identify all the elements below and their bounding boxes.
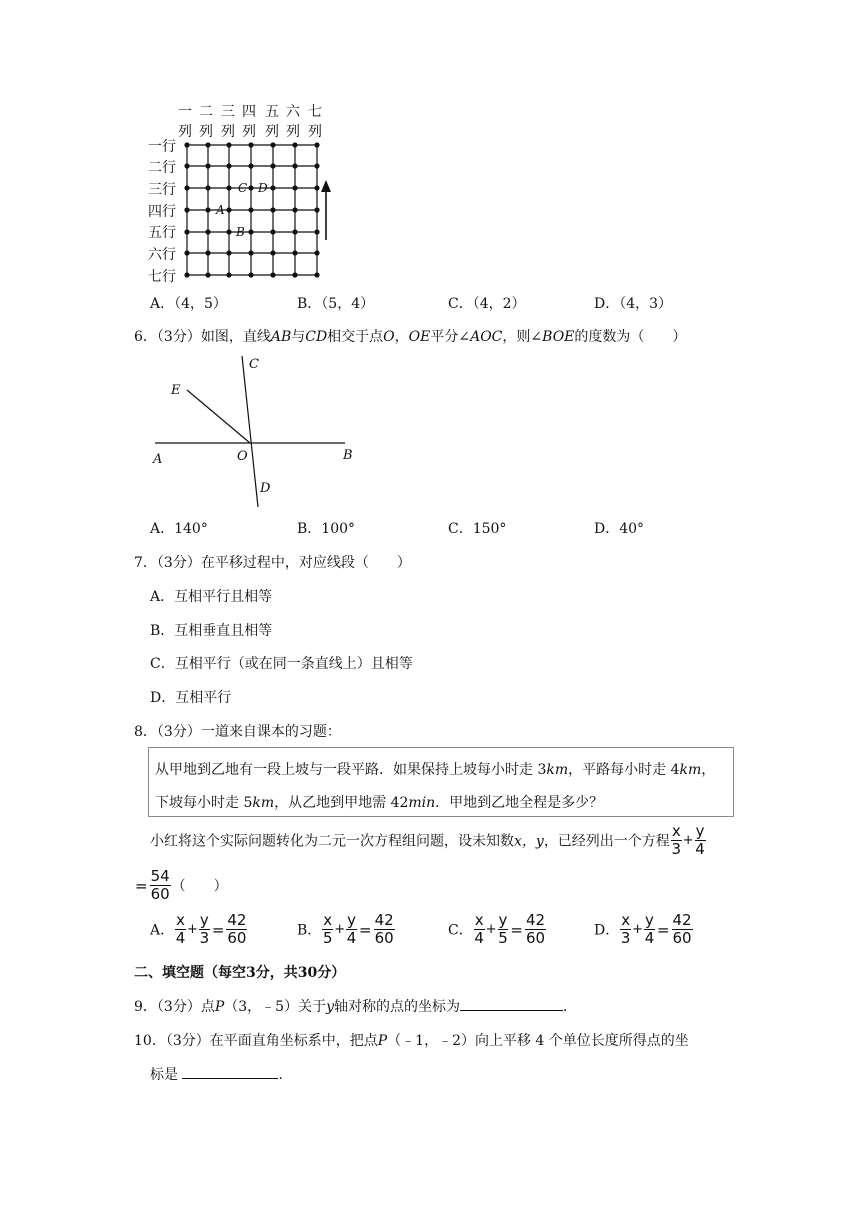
grid-dot (248, 272, 253, 277)
col-bottom-2: 列 (199, 124, 213, 140)
q7-option-b[interactable]: B．互相垂直且相等 (150, 623, 273, 639)
row-label-4: 四行 (148, 204, 176, 220)
section-heading: 二、填空题（每空3分，共30分） (134, 965, 346, 981)
point-label-d: D (258, 181, 268, 195)
col-top-4: 四 (242, 104, 256, 120)
grid-dot (226, 272, 231, 277)
grid-dot (270, 163, 275, 168)
q5-option-d[interactable]: D．（4，3） (594, 296, 673, 312)
grid-dot (184, 163, 189, 168)
q6-option-d[interactable]: D．40° (594, 521, 645, 537)
q9-answer-blank[interactable] (460, 996, 563, 1011)
grid-dot (292, 229, 297, 234)
q9: 9．（3分）点P（3，﹣5）关于y轴对称的点的坐标为 ． (134, 996, 577, 1016)
col-bottom-1: 列 (178, 124, 192, 140)
grid-dot (314, 207, 319, 212)
col-bottom-7: 列 (308, 124, 322, 140)
q5-option-a[interactable]: A．（4，5） (150, 296, 227, 312)
up-arrow (321, 180, 331, 240)
grid-dot (270, 272, 275, 277)
q7-option-d[interactable]: D．互相平行 (150, 690, 232, 706)
label-c: C (249, 357, 259, 372)
q7-option-a[interactable]: A．互相平行且相等 (150, 589, 273, 605)
q8-box-line-2: 下坡每小时走 5km，从乙地到甲地需 42min．甲地到乙地全程是多少？ (155, 795, 604, 811)
q5-options (150, 293, 790, 315)
q6-option-a[interactable]: A．140° (150, 521, 208, 537)
q8-problem-box (148, 747, 734, 817)
grid-dot (292, 185, 297, 190)
grid-dot (184, 185, 189, 190)
grid-dot (270, 229, 275, 234)
col-top-5: 五 (265, 104, 279, 120)
grid-dot (314, 250, 319, 255)
grid-dot (184, 207, 189, 212)
grid-dot (184, 250, 189, 255)
row-label-3: 三行 (148, 182, 176, 198)
row-label-6: 六行 (148, 247, 176, 263)
given-eq-frac-54-60: $\frac{54}{60}$ (150, 867, 170, 903)
q8-stem: 8．（3分）一道来自课本的习题： (134, 724, 341, 740)
q8-description-line-2: = $\frac{54}{60}$ （ ） (135, 867, 228, 903)
grid-dot (205, 142, 210, 147)
grid-dot (205, 272, 210, 277)
grid-dot (314, 142, 319, 147)
angle-figure (145, 352, 365, 512)
q6-stem: 6．（3分）如图，直线AB与CD相交于点O，OE平分∠AOC，则∠BOE的度数为（ ） (134, 329, 687, 345)
col-bottom-4: 列 (242, 124, 256, 140)
given-eq-frac-y4: $\frac{y}{4}$ (695, 822, 705, 858)
q8-option-d[interactable]: D． $\frac{x}{3}$ + $\frac{y}{4}$ = $\frac{42}{60}$ (594, 911, 692, 947)
row-label-2: 二行 (148, 160, 176, 176)
grid-dot (270, 142, 275, 147)
q6-options (150, 518, 790, 540)
grid-dot (314, 272, 319, 277)
label-a: A (153, 452, 163, 467)
q8-description-line-1: 小红将这个实际问题转化为二元一次方程组问题，设未知数x，y，已经列出一个方程 $\frac{x}{3}$ + $\frac{y}{4}$ (150, 822, 705, 858)
grid-dot (248, 207, 253, 212)
label-d: D (260, 481, 271, 496)
grid-dot (184, 229, 189, 234)
q7-option-c[interactable]: C．互相平行（或在同一条直线上）且相等 (150, 656, 413, 672)
grid-dot (248, 185, 253, 190)
col-top-2: 二 (199, 104, 213, 120)
q8-option-b[interactable]: B． $\frac{x}{5}$ + $\frac{y}{4}$ = $\frac{42}{60}$ (297, 911, 394, 947)
q10-answer-blank[interactable] (182, 1064, 278, 1079)
label-b: B (343, 448, 353, 463)
label-e: E (171, 383, 181, 398)
grid-dot (270, 207, 275, 212)
q8-option-c[interactable]: C． $\frac{x}{4}$ + $\frac{y}{5}$ = $\frac{42}{60}$ (448, 911, 546, 947)
col-top-7: 七 (308, 104, 322, 120)
grid-dot (226, 185, 231, 190)
grid-dot (248, 142, 253, 147)
grid-dot (205, 207, 210, 212)
grid-dot (248, 250, 253, 255)
grid-dot (270, 250, 275, 255)
col-top-1: 一 (178, 104, 192, 120)
grid-figure (140, 100, 340, 285)
grid-dot (292, 272, 297, 277)
grid-dot (226, 207, 231, 212)
q8-box-line-1: 从甲地到乙地有一段上坡与一段平路．如果保持上坡每小时走 3km，平路每小时走 4km， (155, 762, 716, 778)
grid-dot (205, 163, 210, 168)
grid-dot (292, 207, 297, 212)
grid-dot (226, 250, 231, 255)
col-bottom-3: 列 (221, 124, 235, 140)
col-top-6: 六 (286, 104, 300, 120)
point-label-c: C (238, 181, 248, 195)
row-label-7: 七行 (148, 269, 176, 285)
grid-dot (248, 229, 253, 234)
q6-option-b[interactable]: B．100° (297, 521, 356, 537)
given-eq-frac-x3: $\frac{x}{3}$ (671, 822, 682, 858)
q10-line-2: 标是 ． (150, 1064, 292, 1084)
grid-dot (292, 250, 297, 255)
q5-option-c[interactable]: C．（4，2） (448, 296, 526, 312)
grid-dot (226, 142, 231, 147)
grid-dot (205, 185, 210, 190)
q5-option-b[interactable]: B．（5，4） (297, 296, 375, 312)
q7-stem: 7．（3分）在平移过程中，对应线段（ ） (134, 555, 411, 571)
grid-dot (248, 163, 253, 168)
q8-option-a[interactable]: A． $\frac{x}{4}$ + $\frac{y}{3}$ = $\frac{42}{60}$ (150, 911, 247, 947)
grid-dot (314, 185, 319, 190)
grid-dot (205, 229, 210, 234)
grid-dot (184, 142, 189, 147)
grid-dot (205, 250, 210, 255)
q8-options (150, 913, 750, 953)
col-bottom-5: 列 (265, 124, 279, 140)
grid-dot (314, 163, 319, 168)
grid-dot (292, 163, 297, 168)
q6-option-c[interactable]: C．150° (448, 521, 507, 537)
grid-dot (226, 229, 231, 234)
grid-dot (292, 142, 297, 147)
grid-dot (184, 272, 189, 277)
grid-dot (270, 185, 275, 190)
grid-dot (314, 229, 319, 234)
label-o: O (237, 449, 248, 464)
point-label-a: A (216, 203, 225, 217)
grid-dot (226, 163, 231, 168)
row-label-1: 一行 (148, 139, 176, 155)
point-label-b: B (236, 225, 245, 239)
col-top-3: 三 (221, 104, 235, 120)
q10-line-1: 10．（3分）在平面直角坐标系中，把点P（﹣1，﹣2）向上平移 4 个单位长度所得点的坐 (134, 1033, 689, 1049)
row-label-5: 五行 (148, 225, 176, 241)
col-bottom-6: 列 (286, 124, 300, 140)
